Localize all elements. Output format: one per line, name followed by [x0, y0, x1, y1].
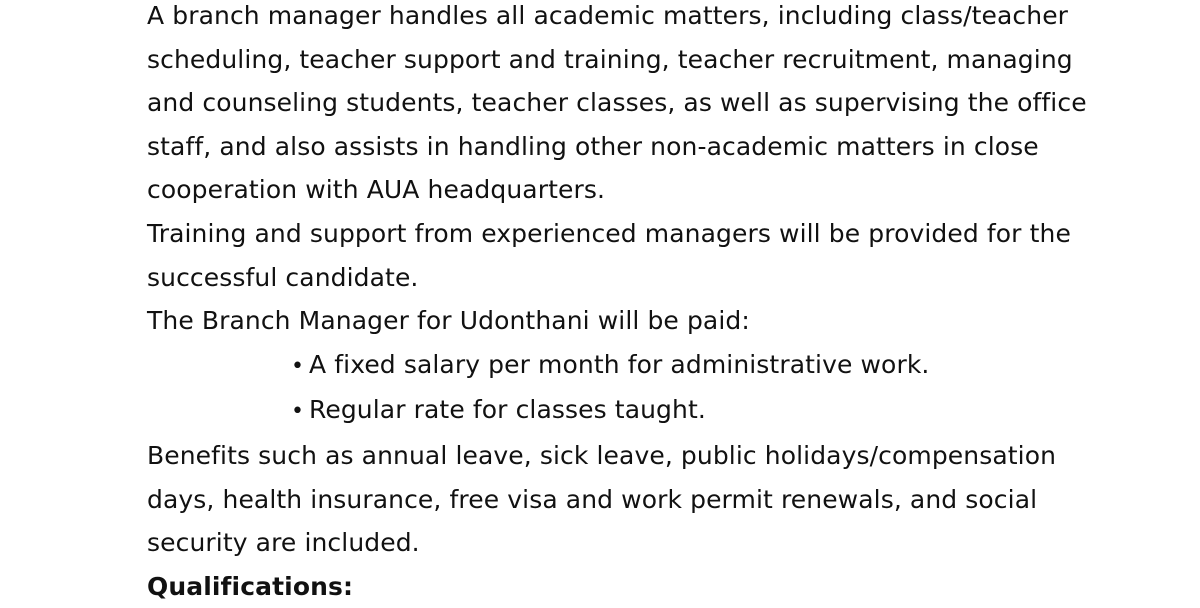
pay-list [147, 343, 1097, 434]
duties-paragraph: A branch manager handles all academic matters, including class/teacher scheduling, teacher support and training, teacher recruitment, managing and counseling students, teacher classes, as well as supervising the office staff, and also assists in handling other non-academic matters in close cooperation with AUA headquarters. [147, 1, 1087, 205]
training-paragraph: Training and support from experienced managers will be provided for the successful candidate. [147, 218, 1071, 292]
bullet-icon: • [291, 399, 305, 425]
list-item-text: Regular rate for classes taught. [309, 395, 706, 425]
qualifications-heading: Qualifications: [147, 571, 354, 601]
pay-intro-paragraph: The Branch Manager for Udonthani will be paid: [147, 306, 750, 336]
list-item-text: A fixed salary per month for administrative work. [309, 349, 930, 379]
job-description [147, 0, 1097, 608]
list-item [291, 343, 1097, 389]
list-item [291, 388, 1097, 434]
bullet-icon: • [291, 353, 305, 379]
benefits-paragraph: Benefits such as annual leave, sick leave, public holidays/compensation days, health insurance, free visa and work permit renewals, and social security are included. [147, 440, 1057, 558]
